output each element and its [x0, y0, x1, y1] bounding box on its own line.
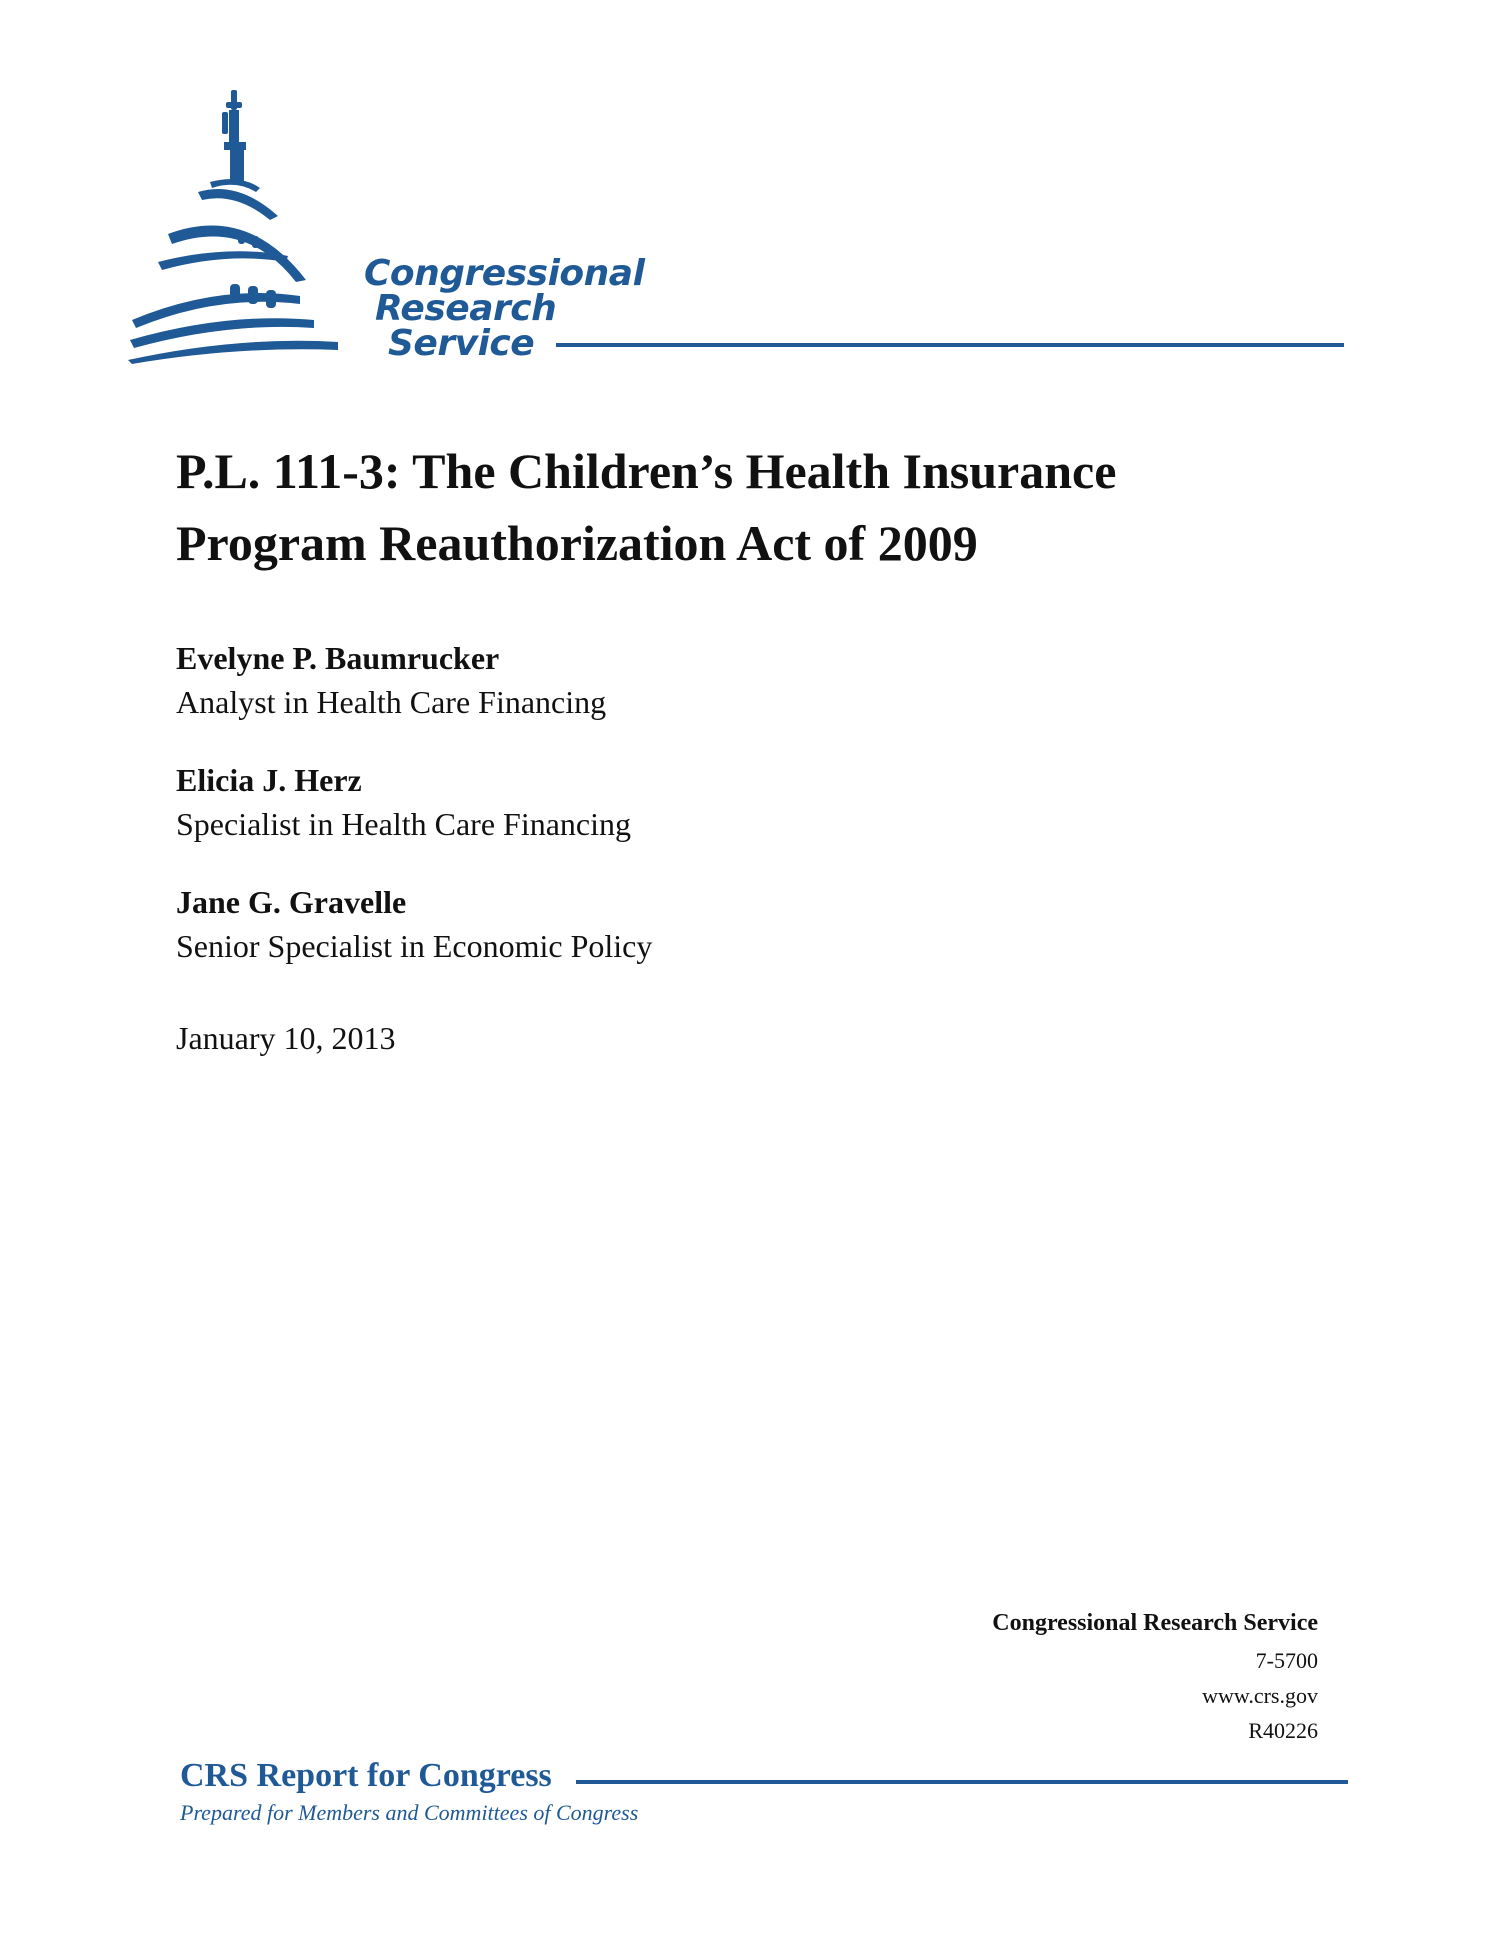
author-entry [176, 636, 1076, 724]
author-name: Jane G. Gravelle [176, 884, 407, 920]
publisher-phone: 7-5700 [1255, 1648, 1318, 1673]
author-entry [176, 758, 1076, 846]
logo-text-line-1: Congressional [364, 253, 645, 294]
series-tagline: Prepared for Members and Committees of Congress [180, 1800, 639, 1825]
author-entry [176, 880, 1076, 968]
author-role: Specialist in Health Care Financing [176, 806, 631, 842]
logo-text-line-2: Research [375, 288, 557, 329]
header-divider [556, 343, 1344, 347]
report-title-line-2: Program Reauthorization Act of 2009 [176, 515, 978, 571]
report-title [176, 435, 1336, 579]
publisher-name: Congressional Research Service [992, 1610, 1318, 1636]
author-role: Senior Specialist in Economic Policy [176, 928, 653, 964]
capitol-dome-logo [128, 84, 358, 364]
logo-text-line-3: Service [388, 323, 535, 364]
report-date: January 10, 2013 [176, 1020, 396, 1056]
footer-divider [576, 1780, 1348, 1784]
publisher-info [992, 1603, 1318, 1748]
author-name: Elicia J. Herz [176, 762, 362, 798]
author-name: Evelyne P. Baumrucker [176, 640, 500, 676]
series-label: CRS Report for Congress [180, 1757, 552, 1794]
author-role: Analyst in Health Care Financing [176, 684, 607, 720]
report-title-line-1: P.L. 111-3: The Children’s Health Insurance [176, 443, 1117, 499]
publisher-website[interactable]: www.crs.gov [1202, 1683, 1318, 1708]
report-number: R40226 [1248, 1718, 1318, 1743]
